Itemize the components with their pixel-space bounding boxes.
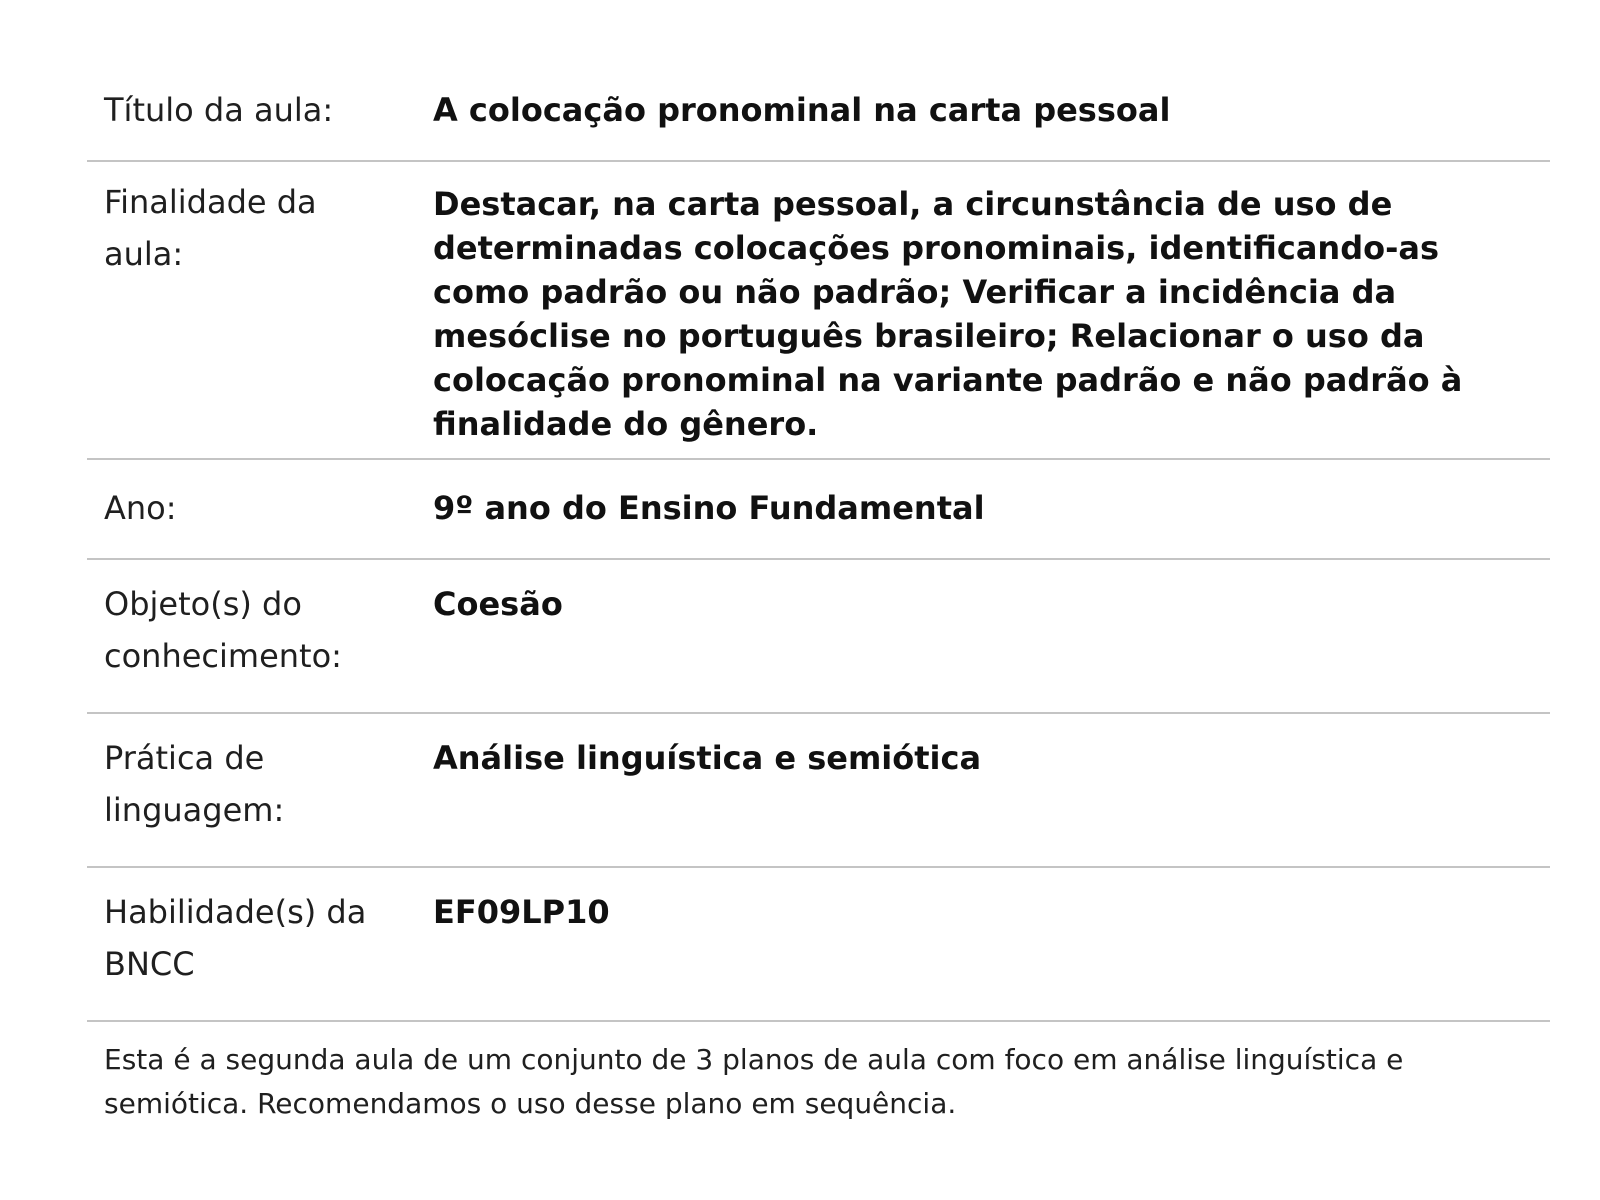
row-value: Análise linguística e semiótica bbox=[433, 739, 982, 777]
row-value: 9º ano do Ensino Fundamental bbox=[433, 489, 985, 527]
row-label: Objeto(s) do conhecimento: bbox=[104, 585, 342, 675]
row-value: Destacar, na carta pessoal, a circunstância de uso de determinadas colocações pronominais, identificando-as como padrão ou não padrão; Verificar a incidência da mesóclise no português brasileiro; Relacionar o uso da colocação pronominal na variante padrão e não padrão à finalidade do gênero. bbox=[433, 185, 1463, 443]
table-row-titulo bbox=[87, 62, 1550, 161]
row-value: A colocação pronominal na carta pessoal bbox=[433, 91, 1171, 129]
table-row-finalidade bbox=[87, 161, 1550, 459]
table-row-pratica bbox=[87, 713, 1550, 867]
sequence-note: Esta é a segunda aula de um conjunto de 3 planos de aula com foco em análise linguística e semiótica. Recomendamos o uso desse plano em sequência. bbox=[104, 1043, 1404, 1120]
row-value: EF09LP10 bbox=[433, 893, 610, 931]
table-row-objeto bbox=[87, 559, 1550, 713]
row-value: Coesão bbox=[433, 585, 563, 623]
row-label: Prática de linguagem: bbox=[104, 739, 285, 829]
lesson-info-table bbox=[87, 62, 1550, 1022]
row-label: Finalidade da aula: bbox=[104, 183, 317, 273]
row-label: Título da aula: bbox=[104, 91, 334, 129]
row-label: Habilidade(s) da BNCC bbox=[104, 893, 367, 983]
row-label: Ano: bbox=[104, 489, 177, 527]
table-row-habilidade bbox=[87, 867, 1550, 1021]
table-row-ano bbox=[87, 459, 1550, 559]
